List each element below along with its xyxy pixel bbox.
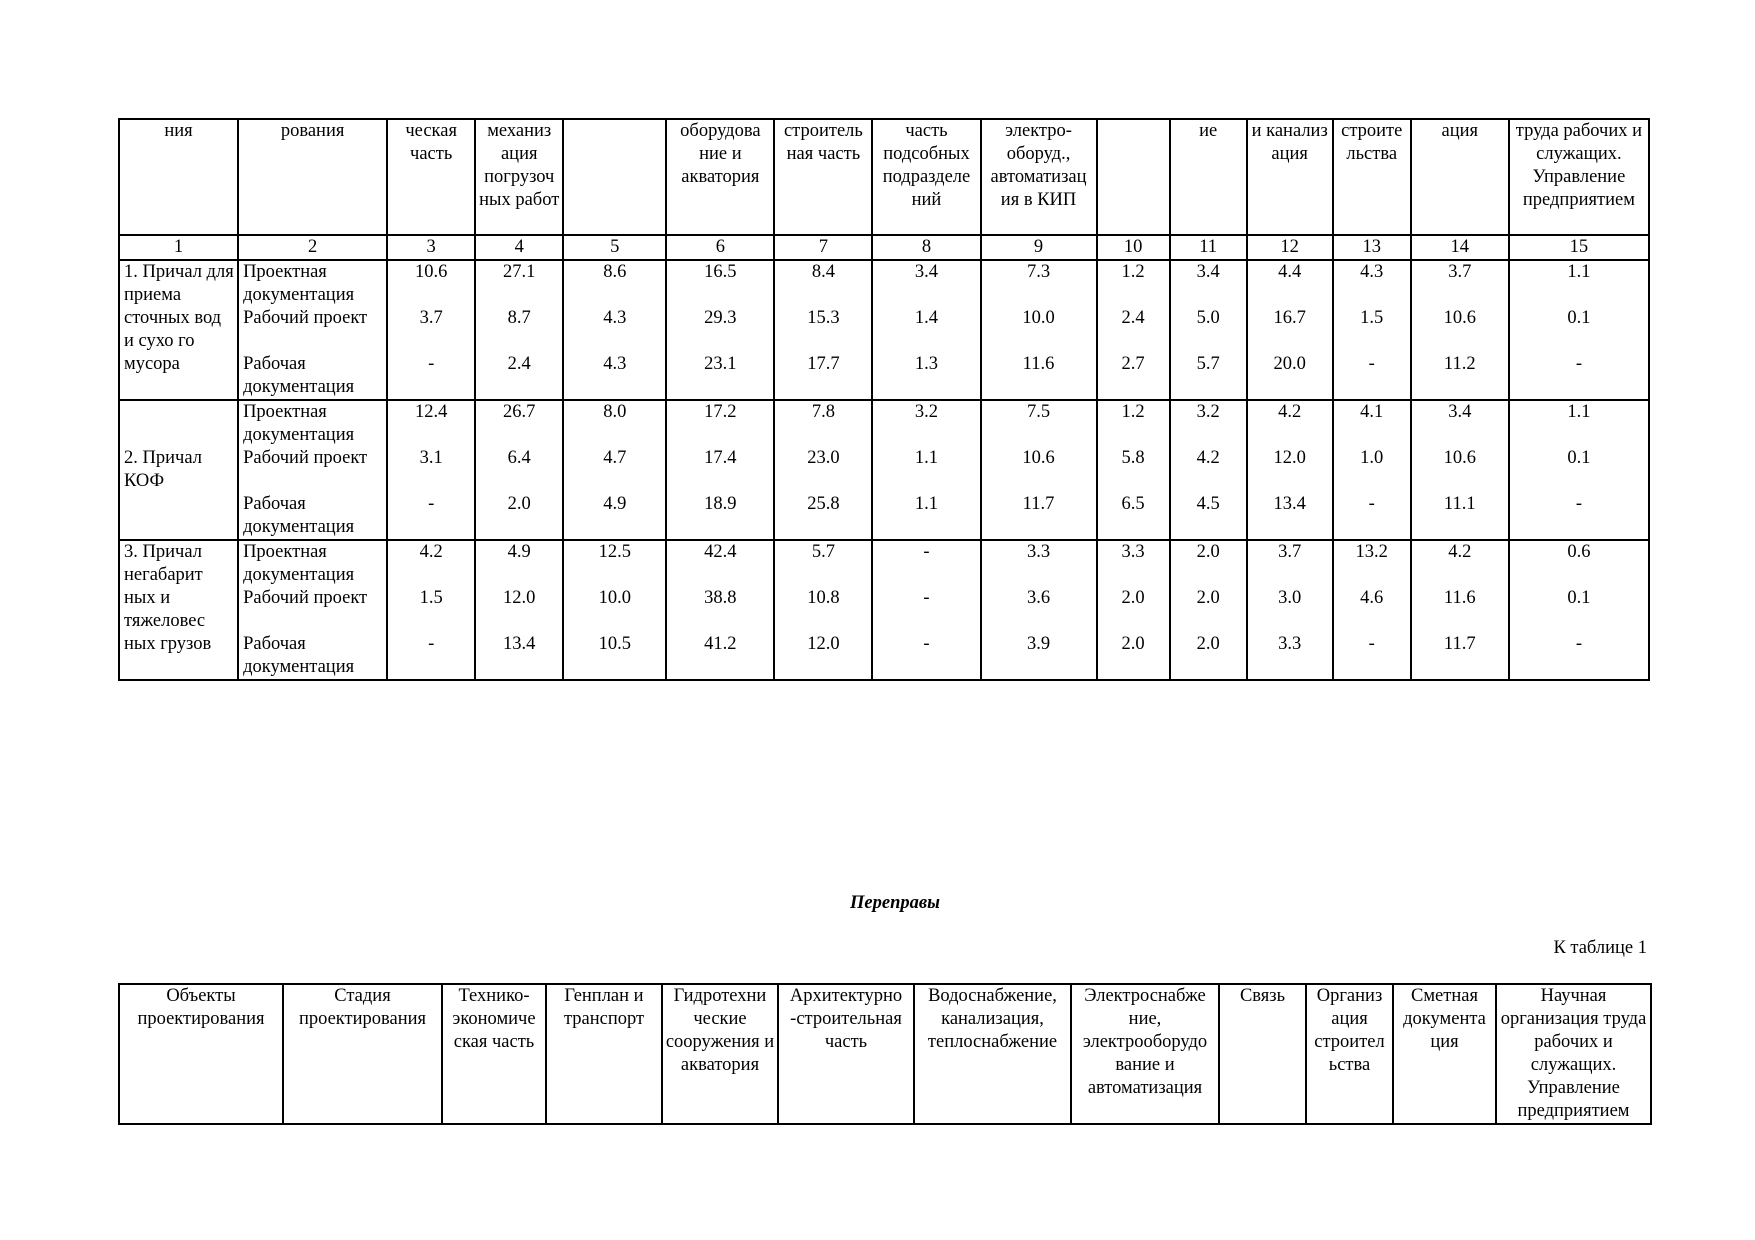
value: 10.5 — [598, 634, 631, 654]
value: 8.6 — [603, 262, 627, 282]
value: 41.2 — [704, 634, 737, 654]
value: 1.2 — [1121, 262, 1145, 282]
header-cell — [1097, 119, 1170, 235]
value: 5.8 — [1121, 448, 1145, 468]
value-cell — [475, 540, 563, 680]
column-number: 9 — [981, 235, 1097, 260]
value: 2.0 — [1196, 542, 1220, 562]
value: 23.0 — [807, 448, 840, 468]
value-cell — [475, 260, 563, 400]
value-cell — [1411, 540, 1509, 680]
value: 3.7 — [1448, 262, 1472, 282]
value: 2.4 — [1121, 308, 1145, 328]
value-cell — [1247, 400, 1333, 540]
table-row — [119, 400, 1649, 540]
value: 1.5 — [419, 588, 443, 608]
value: 1.1 — [1567, 402, 1591, 422]
value: 17.2 — [704, 402, 737, 422]
value: 8.0 — [603, 402, 627, 422]
value: 2.0 — [1121, 588, 1145, 608]
column-number: 8 — [872, 235, 980, 260]
value: 11.7 — [1022, 494, 1055, 514]
value: 13.4 — [1273, 494, 1306, 514]
value: 8.4 — [811, 262, 835, 282]
value: 15.3 — [807, 308, 840, 328]
column-number: 2 — [238, 235, 387, 260]
value: 12.0 — [807, 634, 840, 654]
column-number: 11 — [1170, 235, 1247, 260]
table-row — [119, 260, 1649, 400]
value: 10.8 — [807, 588, 840, 608]
value: 3.9 — [1026, 634, 1051, 654]
section-title: Переправы — [850, 893, 940, 913]
header-cell: Архитектурно -строительная часть — [778, 984, 914, 1124]
value: 3.3 — [1026, 542, 1051, 562]
value: 5.7 — [811, 542, 835, 562]
value: 4.2 — [1448, 542, 1472, 562]
header-cell: оборудова ние и акватория — [666, 119, 774, 235]
column-number: 15 — [1509, 235, 1649, 260]
value: 6.4 — [507, 448, 531, 468]
stage-cell — [238, 540, 387, 680]
value: 0.1 — [1567, 308, 1591, 328]
header-cell: Объекты проектирования — [119, 984, 283, 1124]
value-cell — [563, 400, 666, 540]
header-row — [119, 119, 1649, 235]
value: 4.2 — [1278, 402, 1302, 422]
value-cell — [774, 540, 872, 680]
value: 26.7 — [503, 402, 536, 422]
value: - — [1575, 494, 1582, 514]
header-cell: ация — [1411, 119, 1509, 235]
value: 27.1 — [503, 262, 536, 282]
header-cell: Организ ация строител ьства — [1306, 984, 1393, 1124]
value: 10.6 — [1443, 308, 1476, 328]
value: 1.2 — [1121, 402, 1145, 422]
value-cell — [1509, 400, 1649, 540]
value: 7.3 — [1026, 262, 1051, 282]
value: 4.2 — [419, 542, 443, 562]
value: 10.0 — [598, 588, 631, 608]
value: 2.4 — [507, 354, 531, 374]
value-cell — [872, 260, 980, 400]
value-cell — [666, 260, 774, 400]
value: - — [1575, 354, 1582, 374]
value: 5.0 — [1196, 308, 1220, 328]
value: 2.0 — [507, 494, 531, 514]
value-cell — [1411, 260, 1509, 400]
table-reference: К таблице 1 — [1553, 938, 1647, 958]
value: 42.4 — [704, 542, 737, 562]
value: 6.5 — [1121, 494, 1145, 514]
value: 23.1 — [704, 354, 737, 374]
value: 17.4 — [704, 448, 737, 468]
value: - — [428, 494, 435, 514]
header-cell — [563, 119, 666, 235]
column-number: 10 — [1097, 235, 1170, 260]
value-cell — [1247, 540, 1333, 680]
crossings-header-table — [118, 983, 1652, 1125]
value: 11.7 — [1443, 634, 1476, 654]
value-cell — [1509, 540, 1649, 680]
column-number: 14 — [1411, 235, 1509, 260]
value-cell — [1097, 540, 1170, 680]
value: 1.0 — [1360, 448, 1384, 468]
value: 4.4 — [1278, 262, 1302, 282]
value: - — [428, 634, 435, 654]
header-cell: Сметная документа ция — [1393, 984, 1496, 1124]
value: 11.1 — [1443, 494, 1476, 514]
value-cell — [387, 540, 475, 680]
value-cell — [1509, 260, 1649, 400]
column-number: 5 — [563, 235, 666, 260]
header-row — [119, 984, 1651, 1124]
header-cell: ния — [119, 119, 238, 235]
value: 8.7 — [507, 308, 531, 328]
workload-table — [118, 118, 1650, 681]
column-number: 3 — [387, 235, 475, 260]
object-cell: 3. Причал негабарит ных и тяжеловес ных грузов — [119, 540, 238, 680]
header-cell: строите льства — [1333, 119, 1411, 235]
value-cell — [774, 260, 872, 400]
value: 4.3 — [603, 354, 627, 374]
value-cell — [1097, 400, 1170, 540]
header-cell: труда рабочих и служащих. Управление предприятием — [1509, 119, 1649, 235]
column-number: 1 — [119, 235, 238, 260]
header-cell: строитель ная часть — [774, 119, 872, 235]
value: 13.4 — [503, 634, 536, 654]
value: 13.2 — [1355, 542, 1388, 562]
stage-label: Проектная документация — [243, 542, 355, 585]
stage-label: Проектная документация — [243, 262, 355, 305]
value-cell — [1170, 260, 1247, 400]
value: 4.9 — [507, 542, 531, 562]
value-cell — [981, 400, 1097, 540]
value-cell — [1170, 540, 1247, 680]
column-number: 13 — [1333, 235, 1411, 260]
value-cell — [1411, 400, 1509, 540]
value-cell — [774, 400, 872, 540]
value: 10.6 — [414, 262, 448, 282]
stage-label: Рабочий проект — [243, 588, 368, 608]
column-number-row — [119, 235, 1649, 260]
value: 3.4 — [1196, 262, 1220, 282]
header-cell: Научная организация труда рабочих и служащих. Управление предприятием — [1496, 984, 1651, 1124]
value-cell — [1247, 260, 1333, 400]
value: 5.7 — [1196, 354, 1220, 374]
value: 3.7 — [419, 308, 443, 328]
value: 12.0 — [503, 588, 536, 608]
value: 4.1 — [1360, 402, 1384, 422]
value-cell — [1170, 400, 1247, 540]
value: 2.0 — [1196, 588, 1220, 608]
value-cell — [666, 400, 774, 540]
value: 3.7 — [1278, 542, 1302, 562]
header-cell: ческая часть — [387, 119, 475, 235]
value: 7.5 — [1026, 402, 1051, 422]
value: 2.0 — [1121, 634, 1145, 654]
stage-label: Рабочий проект — [243, 308, 368, 328]
value-cell — [872, 540, 980, 680]
value: - — [1368, 494, 1375, 514]
value: 3.0 — [1278, 588, 1302, 608]
value-cell — [981, 540, 1097, 680]
header-cell: Генплан и транспорт — [546, 984, 662, 1124]
value: 3.6 — [1026, 588, 1051, 608]
value: 11.6 — [1443, 588, 1476, 608]
value: 4.7 — [603, 448, 627, 468]
value: 11.2 — [1443, 354, 1476, 374]
header-cell: Стадия проектирования — [283, 984, 442, 1124]
value: 10.6 — [1022, 448, 1055, 468]
stage-cell — [238, 260, 387, 400]
column-number: 7 — [774, 235, 872, 260]
value: 2.0 — [1196, 634, 1220, 654]
header-cell: механиз ация погрузоч ных работ — [475, 119, 563, 235]
value: 4.6 — [1360, 588, 1384, 608]
object-cell: 1. Причал для приема сточных вод и сухо го мусора — [119, 260, 238, 400]
value-cell — [1333, 260, 1411, 400]
header-cell: Связь — [1219, 984, 1306, 1124]
value: - — [923, 588, 930, 608]
value: 3.3 — [1278, 634, 1302, 654]
value: 3.3 — [1121, 542, 1145, 562]
value: 1.1 — [914, 448, 939, 468]
value: 3.4 — [1448, 402, 1472, 422]
value-cell — [387, 260, 475, 400]
value: - — [1368, 634, 1375, 654]
header-cell: часть подсобных подразделе ний — [872, 119, 980, 235]
stage-label: Рабочая документация — [243, 634, 355, 677]
value-cell — [563, 260, 666, 400]
value-cell — [563, 540, 666, 680]
value: 12.4 — [414, 402, 448, 422]
value: 4.5 — [1196, 494, 1220, 514]
value: 4.9 — [603, 494, 627, 514]
header-cell: Гидротехни ческие сооружения и акватория — [662, 984, 778, 1124]
value: 4.3 — [603, 308, 627, 328]
value-cell — [1333, 400, 1411, 540]
value: 0.1 — [1567, 588, 1591, 608]
value-cell — [1097, 260, 1170, 400]
value: - — [923, 634, 930, 654]
value: 38.8 — [704, 588, 737, 608]
value: 1.5 — [1360, 308, 1384, 328]
value: - — [428, 354, 435, 374]
value: 1.1 — [1567, 262, 1591, 282]
value: 3.4 — [914, 262, 939, 282]
value: 18.9 — [704, 494, 737, 514]
stage-label: Рабочая документация — [243, 494, 355, 537]
value: 0.6 — [1567, 542, 1591, 562]
stage-label: Рабочая документация — [243, 354, 355, 397]
value: 17.7 — [807, 354, 840, 374]
value: 3.2 — [914, 402, 939, 422]
header-cell: и канализ ация — [1247, 119, 1333, 235]
value-cell — [666, 540, 774, 680]
column-number: 6 — [666, 235, 774, 260]
object-cell: 2. Причал КОФ — [119, 400, 238, 540]
header-cell: ие — [1170, 119, 1247, 235]
value: 29.3 — [704, 308, 737, 328]
value: 3.1 — [419, 448, 443, 468]
value: 1.1 — [914, 494, 939, 514]
header-cell: рования — [238, 119, 387, 235]
value: 10.6 — [1443, 448, 1476, 468]
value: 12.5 — [598, 542, 631, 562]
header-cell: Водоснабжение, канализация, теплоснабжение — [914, 984, 1071, 1124]
value: 1.3 — [914, 354, 939, 374]
stage-cell — [238, 400, 387, 540]
value: 20.0 — [1273, 354, 1306, 374]
value-cell — [387, 400, 475, 540]
value: 11.6 — [1022, 354, 1055, 374]
value: 1.4 — [914, 308, 939, 328]
stage-label: Проектная документация — [243, 402, 355, 445]
value-cell — [1333, 540, 1411, 680]
value: 7.8 — [811, 402, 835, 422]
value-cell — [475, 400, 563, 540]
value: 10.0 — [1022, 308, 1055, 328]
column-number: 12 — [1247, 235, 1333, 260]
value: 4.3 — [1360, 262, 1384, 282]
value: - — [923, 542, 930, 562]
value-cell — [872, 400, 980, 540]
header-cell: электро- оборуд., автоматизац ия в КИП — [981, 119, 1097, 235]
value: - — [1575, 634, 1582, 654]
value: 0.1 — [1567, 448, 1591, 468]
value: 2.7 — [1121, 354, 1145, 374]
value: 12.0 — [1273, 448, 1306, 468]
header-cell: Технико-экономиче ская часть — [442, 984, 546, 1124]
value-cell — [981, 260, 1097, 400]
table-row — [119, 540, 1649, 680]
value: 16.5 — [704, 262, 737, 282]
value: 4.2 — [1196, 448, 1220, 468]
value: - — [1368, 354, 1375, 374]
header-cell: Электроснабже ние, электрооборудо вание и автоматизация — [1071, 984, 1219, 1124]
stage-label: Рабочий проект — [243, 448, 368, 468]
value: 16.7 — [1273, 308, 1306, 328]
value: 25.8 — [807, 494, 840, 514]
value: 3.2 — [1196, 402, 1220, 422]
column-number: 4 — [475, 235, 563, 260]
